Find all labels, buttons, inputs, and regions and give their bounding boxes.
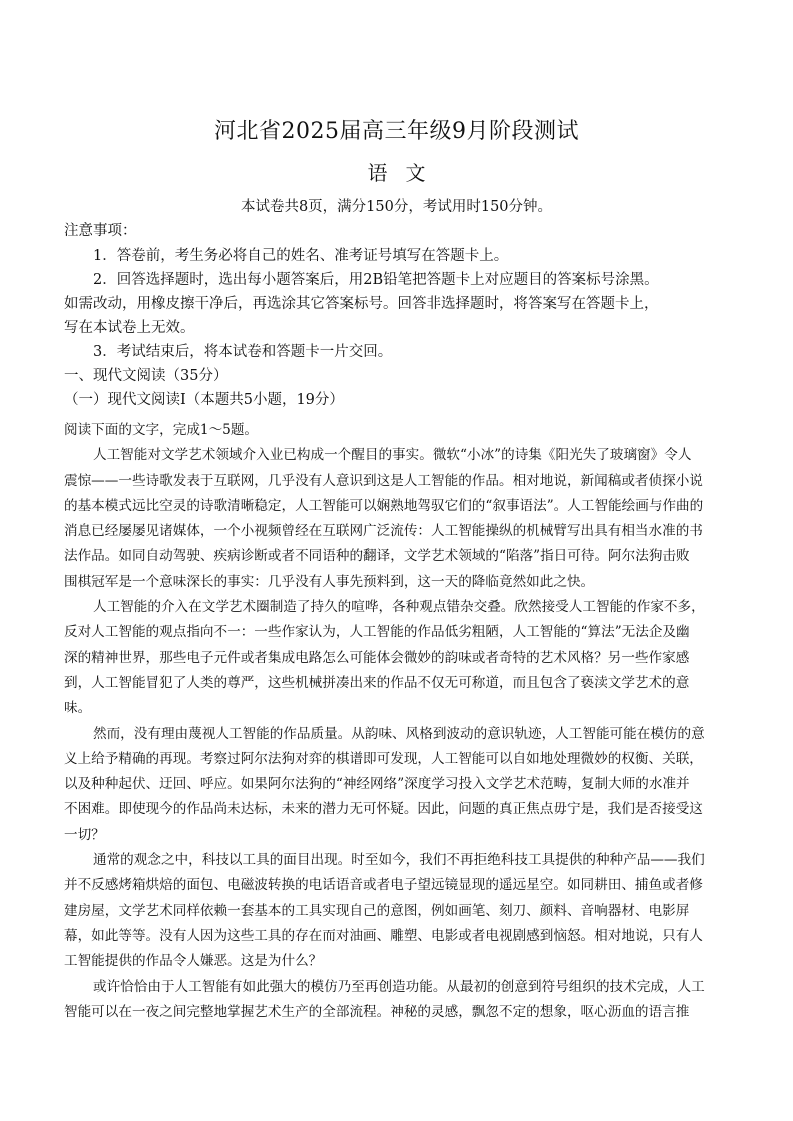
passage-line: 通常的观念之中，科技以工具的面目出现。时至如今，我们不再拒绝科技工具提供的种种产品——我们 bbox=[93, 852, 705, 869]
subject-title: 语文 bbox=[367, 161, 444, 185]
section-heading: 一、现代文阅读（35分） bbox=[64, 368, 228, 384]
passage-line: 幕，如此等等。没有人因为这些工具的存在而对油画、雕塑、电影或者电视剧感到恼怒。相对地说，只有人 bbox=[64, 927, 703, 944]
passage bbox=[64, 418, 730, 1025]
passage-line: 味。 bbox=[64, 700, 92, 717]
passage-line: 一切？ bbox=[64, 826, 105, 843]
exam-info: 本试卷共8页，满分150分，考试用时150分钟。 bbox=[240, 199, 553, 215]
notes-section bbox=[64, 219, 730, 412]
note-item: 写在本试卷上无效。 bbox=[64, 320, 195, 336]
passage-line: 到，人工智能冒犯了人类的尊严，这些机械拼凑出来的作品不仅无可称道，而且包含了亵渎文学艺术的意 bbox=[64, 674, 690, 691]
passage-line: 人工智能的介入在文学艺术圈制造了持久的喧哗，各种观点错杂交叠。欣然接受人工智能的作家不多， bbox=[93, 599, 705, 616]
note-item: 如需改动，用橡皮擦干净后，再选涂其它答案标号。回答非选择题时，将答案写在答题卡上， bbox=[64, 296, 659, 312]
passage-line: 智能可以在一夜之间完整地掌握艺术生产的全部流程。神秘的灵感，飘忽不定的想象，呕心沥血的语言推 bbox=[64, 1003, 690, 1020]
passage-line: 以及种种起伏、迂回、呼应。如果阿尔法狗的“神经网络”深度学习投入文学艺术范畴，复制大师的水准并 bbox=[64, 776, 690, 793]
reading-instruction: 阅读下面的文字，完成1～5题。 bbox=[64, 422, 259, 438]
passage-line: 义上给予精确的再现。考察过阿尔法狗对弈的棋谱即可发现，人工智能可以自如地处理微妙的权衡、关联， bbox=[64, 750, 703, 767]
passage-line: 人工智能对文学艺术领域介入业已构成一个醒目的事实。微软“小冰”的诗集《阳光失了玻璃窗》令人 bbox=[93, 447, 692, 464]
passage-line: 建房屋，文学艺术同样依赖一套基本的工具实现自己的意图，例如画笔、刻刀、颜料、音响器材、电影屏 bbox=[64, 902, 690, 919]
passage-line: 深的精神世界，那些电子元件或者集成电路怎么可能体会微妙的韵味或者奇特的艺术风格？另一些作家感 bbox=[64, 649, 690, 666]
passage-line: 消息已经屡屡见诸媒体，一个小视频曾经在互联网广泛流传：人工智能操纵的机械臂写出具有相当水准的书 bbox=[64, 523, 703, 540]
notes-heading: 注意事项： bbox=[64, 223, 137, 239]
passage-line: 反对人工智能的观点指向不一：一些作家认为，人工智能的作品低劣粗陋，人工智能的“算法”无法企及幽 bbox=[64, 624, 690, 641]
subsection-heading: （一）现代文阅读Ⅰ（本题共5小题，19分） bbox=[64, 392, 344, 408]
passage-line: 不困难。即使现今的作品尚未达标，未来的潜力无可怀疑。因此，问题的真正焦点毋宁是，我们是否接受这 bbox=[64, 801, 703, 818]
note-item: 3．考试结束后，将本试卷和答题卡一片交回。 bbox=[93, 344, 393, 360]
passage-line: 然而，没有理由蔑视人工智能的作品质量。从韵味、风格到波动的意识轨迹，人工智能可能在模仿的意 bbox=[93, 725, 705, 742]
passage-line: 围棋冠军是一个意味深长的事实：几乎没有人事先预料到，这一天的降临竟然如此之快。 bbox=[64, 573, 595, 590]
exam-title: 河北省2025届高三年级9月阶段测试 bbox=[214, 119, 579, 144]
note-item: 1．答卷前，考生务必将自己的姓名、准考证号填写在答题卡上。 bbox=[93, 248, 509, 264]
passage-line: 工智能提供的作品令人嫌恶。这是为什么？ bbox=[64, 953, 323, 970]
passage-line: 并不反感烤箱烘焙的面包、电磁波转换的电话语音或者电子望远镜显现的遥远星空。如同耕田、捕鱼或者修 bbox=[64, 877, 703, 894]
passage-line: 的基本模式远比空灵的诗歌清晰稳定，人工智能可以娴熟地驾驭它们的“叙事语法”。人工智能绘画与作曲的 bbox=[64, 497, 704, 514]
passage-line: 法作品。如同自动驾驶、疾病诊断或者不同语种的翻译，文学艺术领域的“陷落”指日可待。阿尔法狗击败 bbox=[64, 548, 690, 565]
note-item: 2．回答选择题时，选出每小题答案后，用2B铅笔把答题卡上对应题目的答案标号涂黑。 bbox=[93, 272, 659, 288]
passage-line: 或许恰恰由于人工智能有如此强大的模仿乃至再创造功能。从最初的创意到符号组织的技术完成，人工 bbox=[93, 978, 705, 995]
passage-line: 震惊——一些诗歌发表于互联网，几乎没有人意识到这是人工智能的作品。相对地说，新闻稿或者侦探小说 bbox=[64, 472, 703, 489]
